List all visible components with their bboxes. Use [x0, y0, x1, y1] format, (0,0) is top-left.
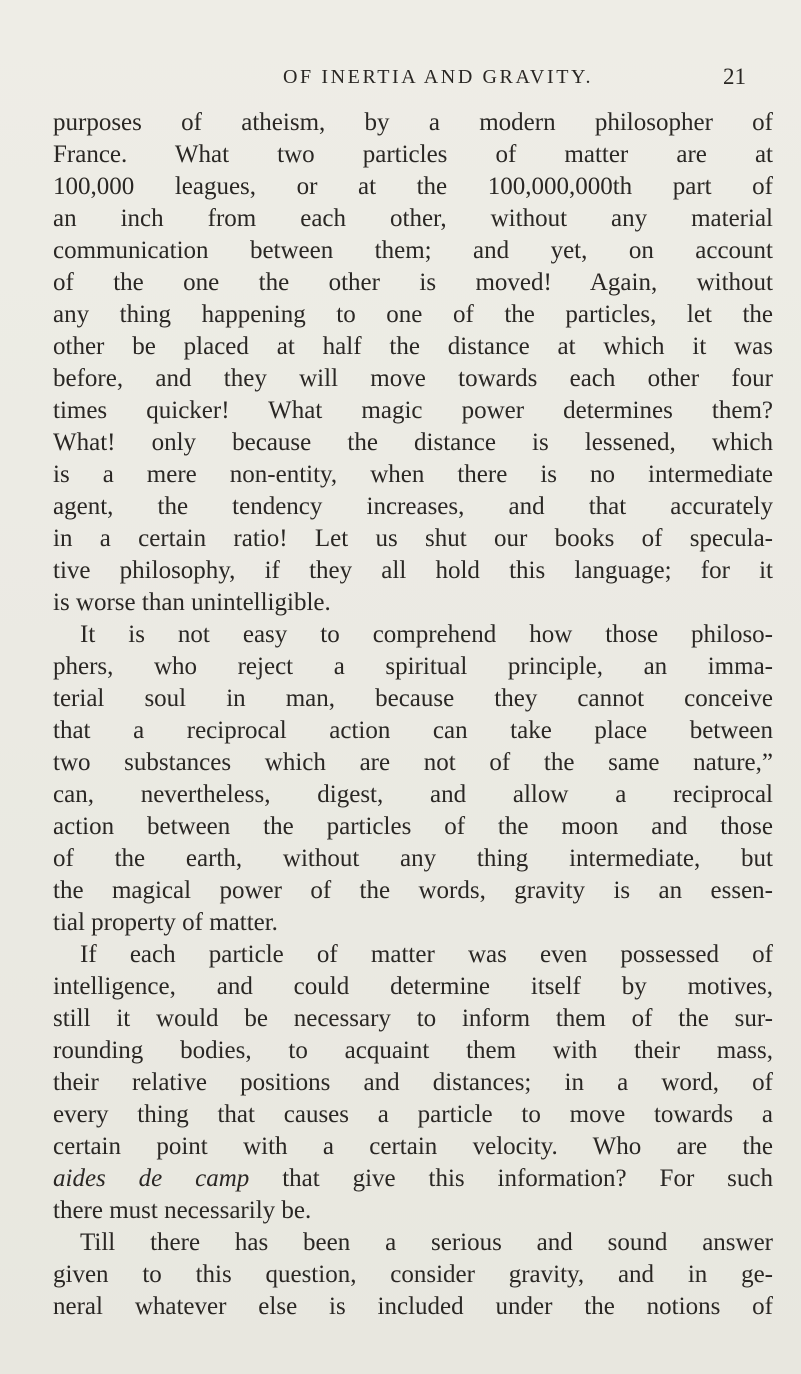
text-line: tive philosophy, if they all hold this language; for it: [53, 557, 773, 584]
paragraph-end-line: is worse than unintelligible.: [53, 589, 331, 616]
paragraph-end-line: there must necessarily be.: [53, 1197, 312, 1224]
text-line: neral whatever else is included under the notions of: [53, 1293, 773, 1320]
text-line: agent, the tendency increases, and that accurately: [53, 493, 773, 520]
text-line: action between the particles of the moon and those: [53, 813, 773, 840]
text-line: of the one the other is moved! Again, without: [53, 269, 773, 296]
text-line: communication between them; and yet, on account: [53, 237, 773, 264]
text-line: given to this question, consider gravity, and in ge-: [53, 1261, 773, 1288]
text-line-with-italic: [53, 1163, 773, 1195]
text-line: phers, who reject a spiritual principle, an imma-: [53, 653, 773, 680]
paragraph-start-line: Till there has been a serious and sound answer: [80, 1229, 773, 1256]
italic-phrase: aides de camp: [53, 1165, 250, 1192]
text-line: terial soul in man, because they cannot conceive: [53, 685, 773, 712]
running-title: OF INERTIA AND GRAVITY.: [283, 66, 594, 88]
page-number: 21: [723, 64, 746, 89]
text-line: two substances which are not of the same nature,”: [53, 749, 773, 776]
text-line: the magical power of the words, gravity is an essen-: [53, 877, 773, 904]
page-header: [0, 62, 801, 102]
text-line: 100,000 leagues, or at the 100,000,000th part of: [53, 173, 773, 200]
text-line: that a reciprocal action can take place between: [53, 717, 773, 744]
paragraph-start-line: If each particle of matter was even possessed of: [80, 941, 773, 968]
text-line: France. What two particles of matter are at: [53, 141, 773, 168]
paragraph-start-line: It is not easy to comprehend how those philoso-: [80, 621, 773, 648]
text-line: still it would be necessary to inform them of the sur-: [53, 1005, 773, 1032]
body-text: [53, 107, 773, 1323]
text-line: rounding bodies, to acquaint them with their mass,: [53, 1037, 773, 1064]
text-line: before, and they will move towards each other four: [53, 365, 773, 392]
text-line: of the earth, without any thing intermediate, but: [53, 845, 773, 872]
text-line: every thing that causes a particle to move towards a: [53, 1101, 773, 1128]
text-line: in a certain ratio! Let us shut our books of specula-: [53, 525, 773, 552]
text-line: purposes of atheism, by a modern philosopher of: [53, 109, 773, 136]
text-line: times quicker! What magic power determines them?: [53, 397, 773, 424]
text-line: What! only because the distance is lessened, which: [53, 429, 773, 456]
text-line: intelligence, and could determine itself by motives,: [53, 973, 773, 1000]
text-line: other be placed at half the distance at which it was: [53, 333, 773, 360]
text-line: any thing happening to one of the particles, let the: [53, 301, 773, 328]
text-line: their relative positions and distances; in a word, of: [53, 1069, 773, 1096]
line-remainder: that give this information? For such: [282, 1165, 773, 1192]
text-line: an inch from each other, without any material: [53, 205, 773, 232]
text-line: certain point with a certain velocity. Who are the: [53, 1133, 773, 1160]
text-line: is a mere non-entity, when there is no intermediate: [53, 461, 773, 488]
text-line: can, nevertheless, digest, and allow a reciprocal: [53, 781, 773, 808]
paragraph-end-line: tial property of matter.: [53, 909, 278, 936]
